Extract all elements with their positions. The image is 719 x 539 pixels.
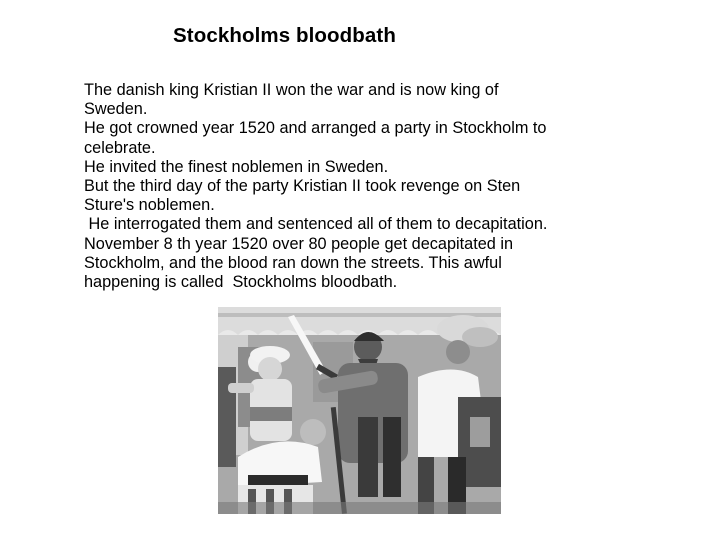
body-line: November 8 th year 1520 over 80 people get decapitated in [84,234,514,253]
execution-reenactment-photo [218,307,501,514]
body-line: Stockholm, and the blood ran down the streets. This awful [84,253,502,272]
body-line: He invited the finest noblemen in Sweden. [84,157,389,176]
body-line: He interrogated them and sentenced all of them to decapitation. [84,215,548,234]
body-line: celebrate. [84,138,156,157]
body-line: But the third day of the party Kristian II took revenge on Sten [84,177,521,196]
body-line: Sweden. [84,100,148,119]
body-line: He got crowned year 1520 and arranged a party in Stockholm to [84,119,547,138]
body-line: happening is called Stockholms bloodbath. [84,273,398,292]
slide-title: Stockholms bloodbath [173,24,396,47]
body-line: Sture's noblemen. [84,196,215,215]
slide-body-text [84,81,609,292]
photo-illustration [218,307,501,514]
body-line: The danish king Kristian II won the war and is now king of [84,81,499,99]
